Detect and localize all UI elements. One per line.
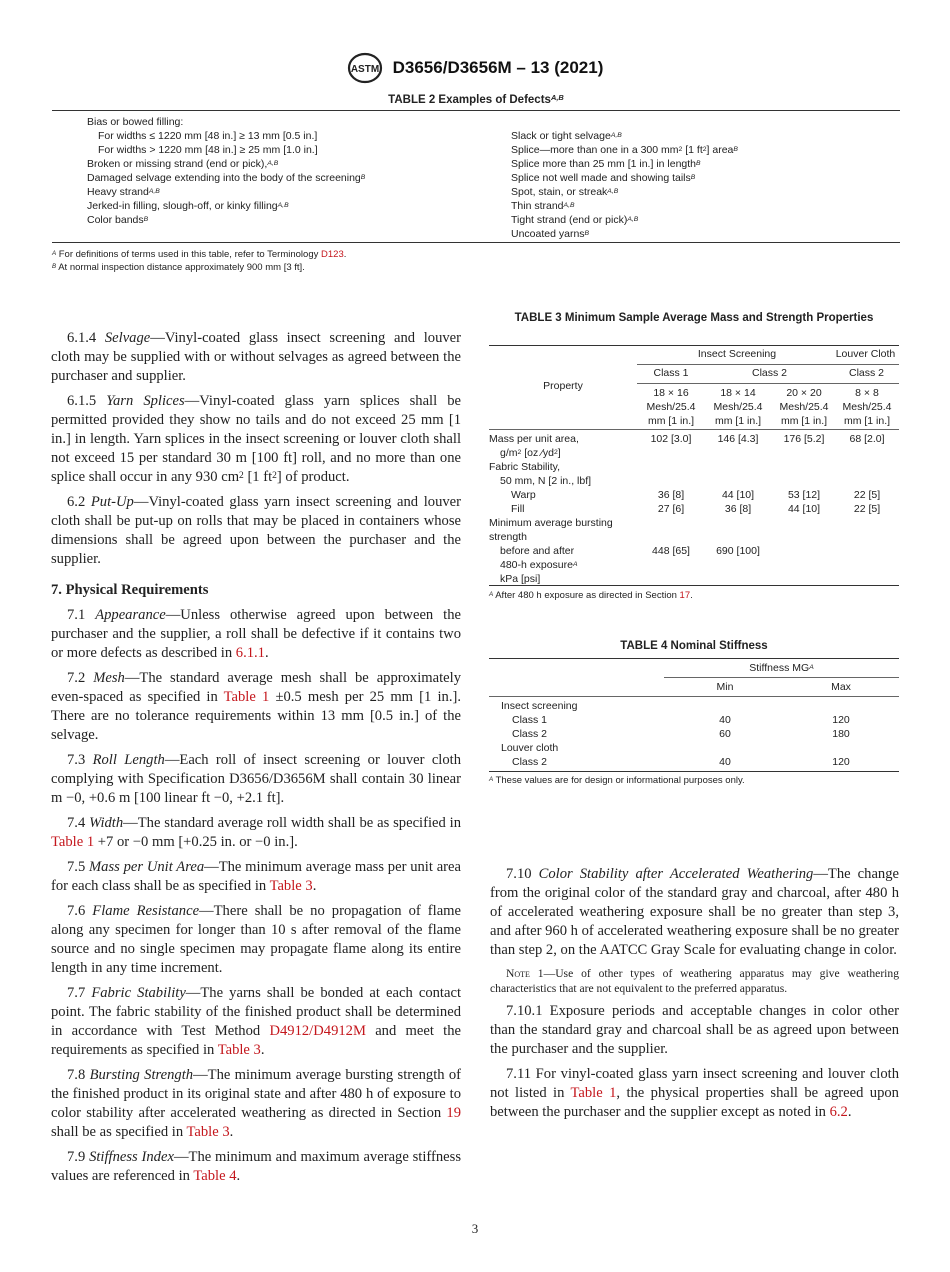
table-cell: 60 (719, 728, 731, 740)
paragraph-6-1-5: 6.1.5 Yarn Splices—Vinyl-coated glass yarn splices shall be permitted provided they show no tails and do not exceed 25 mm [1 in.] in length. Yarn splices in the insect screening or louver cloth shall not exceed 15 per standard 30 m [100 ft] roll, and no more than one splice shall occur in any 930 $cm^2$ [1 $ft^2$] of product. (51, 393, 461, 485)
link-section-19[interactable]: 19 (446, 1105, 461, 1121)
table2-right-column (511, 129, 738, 241)
table4-rule (489, 696, 899, 697)
paragraph-7-7: 7.7 Fabric Stability—The yarns shall be bonded at each contact point. The fabric stability of the finished product shall be determined in accordance with Test Method D4912/D4912M and meet the requirements as specified in Table 3. (51, 985, 461, 1058)
property-label: strength (489, 531, 527, 543)
link-table-1[interactable]: Table 1 (51, 834, 95, 850)
defect-item: Damaged selvage extending into the body of the screening$^B$ (87, 172, 366, 184)
property-label: $g/m^2$ [oz $⁄yd^2$] (500, 447, 561, 459)
defect-item: Splice more than 25 mm [1 in.] in length$^B$ (511, 158, 701, 170)
paragraph-7-3: 7.3 Roll Length—Each roll of insect screening or louver cloth complying with Specification D3656/D3656M shall contain 30 linear m −0, +0.6 m [100 linear ft −0, +2.1 ft]. (51, 752, 461, 806)
table3-class-header: Class 1 (653, 367, 689, 379)
table4-top-rule (489, 658, 899, 659)
table3-mesh-header: 18 × 16 Mesh/25.4 mm [1 in.] (646, 387, 696, 427)
property-label: Fill (511, 503, 525, 515)
paragraph-7-6: 7.6 Flame Resistance—There shall be no propagation of flame along any specimen for longer than 10 s after removal of the flame source and no single specimen may propagate flame along its entire length in any time increment. (51, 903, 461, 976)
table-cell: 68 [2.0] (849, 433, 885, 445)
link-table-1[interactable]: Table 1 (570, 1085, 617, 1101)
paragraph-7-9: 7.9 Stiffness Index—The minimum and maximum average stiffness values are referenced in Table 4. (51, 1149, 462, 1184)
defect-item: Bias or bowed filling: (87, 116, 184, 128)
table-cell: 27 [6] (657, 503, 685, 515)
link-6-1-1[interactable]: 6.1.1 (235, 645, 265, 661)
table-cell: 40 (719, 714, 731, 726)
table-cell: 690 [100] (716, 545, 760, 557)
table4-min-column (700, 699, 750, 769)
astm-logo-icon (347, 52, 383, 84)
table3-louver-header: Louver Cloth (835, 348, 896, 360)
table3-col-class1 (640, 432, 702, 558)
table4-bottom-rule (489, 771, 899, 772)
link-table-3[interactable]: Table 3 (217, 1042, 261, 1058)
table3-mesh-header: 18 × 14 Mesh/25.4 mm [1 in.] (713, 387, 763, 427)
table-cell: 102 [3.0] (650, 433, 692, 445)
property-label: kPa [psi] (500, 573, 541, 585)
paragraph-7-1: 7.1 Appearance—Unless otherwise agreed upon between the purchaser and the supplier, a roll shall be defective if it contains two or more defects as described in 6.1.1. (51, 607, 461, 661)
defect-item: For widths > 1220 mm [48 in.] ≥ 25 mm [1.0 in.] (98, 144, 318, 156)
property-label: Warp (511, 489, 536, 501)
table2-footnotes (52, 248, 346, 274)
property-label: 50 mm, N [2 in., lbf] (500, 475, 592, 487)
table3-col-class2b (773, 432, 835, 516)
table-cell: 120 (832, 714, 850, 726)
paragraph-7-8: 7.8 Bursting Strength—The minimum average bursting strength of the finished product in its original state and after 480 h of exposure to color stability after accelerated weathering as directed in Section 19 shall be as specified in Table 3. (51, 1067, 462, 1140)
svg-text:ASTM: ASTM (350, 64, 379, 75)
table-cell: 44 [10] (721, 489, 755, 501)
table-row-label: Insect screening (501, 700, 578, 712)
table4-caption: TABLE 4 Nominal Stiffness (620, 640, 768, 652)
property-label: Fabric Stability, (489, 461, 560, 473)
property-label: 480-h exposure$^A$ (500, 559, 578, 571)
paragraph-6-2: 6.2 Put-Up—Vinyl-coated glass yarn insect screening and louver cloth shall be put-up on rolls that may be placed in containers whose dimensions shall be agreed upon between the purchaser and the supplier. (51, 494, 461, 567)
table-cell: 120 (832, 756, 850, 768)
table4-max-header: Max (831, 681, 851, 693)
link-d4912[interactable]: D4912/D4912M (269, 1023, 366, 1039)
table3-footnote: $^A$ After 480 h exposure as directed in Section 17. (489, 590, 693, 601)
table-row-label: Class 1 (512, 714, 548, 726)
table3-insect-header: Insect Screening (697, 348, 777, 360)
paragraph-7-10: 7.10 Color Stability after Accelerated Weathering—The change from the original color of the standard gray and charcoal, after 480 h of accelerated weathering exposure shall be no greater than step 3, and after 960 h of accelerated weathering exposure shall be no greater than step 2, on the AATCC Gray Scale for evaluating change in color. (490, 866, 900, 958)
link-table-4[interactable]: Table 4 (193, 1168, 237, 1184)
table3-property-header: Property (543, 380, 583, 392)
footnote-b: $^B$ At normal inspection distance approximately 900 mm [3 ft]. (52, 262, 305, 273)
table3-caption: TABLE 3 Minimum Sample Average Mass and Strength Properties (514, 312, 874, 324)
note-1: Note 1—Use of other types of weathering apparatus may give weathering characteristics that are not equivalent to the preferred apparatus. (490, 967, 899, 995)
paragraph-7-11: 7.11 For vinyl-coated glass yarn insect screening and louver cloth not listed in Table 1, the physical properties shall be agreed upon between the purchaser and the supplier except as noted in 6.2. (490, 1066, 899, 1120)
defect-item: Spot, stain, or streak$^{A,B}$ (511, 186, 619, 198)
property-label: Minimum average bursting (489, 517, 613, 529)
table4-footnote: $^A$ These values are for design or informational purposes only. (489, 775, 745, 786)
paragraph-7-5: 7.5 Mass per Unit Area—The minimum average mass per unit area for each class shall be as specified in Table 3. (51, 859, 461, 894)
link-d123[interactable]: D123 (321, 249, 344, 260)
footnote-a: $^A$ For definitions of terms used in this table, refer to Terminology D123. (52, 249, 347, 260)
defect-item: Splice not well made and showing tails$^B$ (511, 172, 696, 184)
link-table-3[interactable]: Table 3 (269, 878, 313, 894)
defect-item: For widths ≤ 1220 mm [48 in.] ≥ 13 mm [0.5 in.] (98, 130, 318, 142)
paragraph-7-10-1: 7.10.1 Exposure periods and acceptable changes in color other than the standard gray and charcoal shall be as agreed upon between the purchaser and the supplier. (490, 1003, 899, 1057)
table-cell: 176 [5.2] (783, 433, 825, 445)
defect-item: Splice—more than one in a 300 $mm^2$ [1 $ft^2$] area$^B$ (511, 144, 738, 156)
property-label: before and after (500, 545, 575, 557)
table-row-label: Class 2 (512, 728, 548, 740)
table3-col-louver (836, 432, 898, 516)
table-cell: 180 (832, 728, 850, 740)
defect-item: Uncoated yarns$^B$ (511, 228, 590, 240)
link-table-3[interactable]: Table 3 (186, 1124, 230, 1140)
table3-rule (489, 429, 899, 430)
table4-group-header: Stiffness $MG^A$ (749, 662, 814, 674)
table2-top-rule (52, 110, 900, 111)
table3-class-header: Class 2 (848, 367, 884, 379)
defect-item: Tight strand (end or pick)$^{A,B}$ (511, 214, 639, 226)
paragraph-7-2: 7.2 Mesh—The standard average mesh shall be approximately even-spaced as specified in Table 1 ±0.5 mesh per 25 mm [1 in.]. There are no tolerance requirements within 13 mm [0.5 in.] of the selvage. (51, 670, 461, 743)
table3-property-labels (489, 432, 613, 586)
table2-caption: TABLE 2 Examples of Defects$^{A,B}$ (388, 93, 564, 106)
table3-top-rule (489, 345, 899, 346)
defect-item: Slack or tight selvage$^{A,B}$ (511, 130, 622, 142)
table4-rule (664, 677, 899, 678)
table4-min-header: Min (716, 681, 734, 693)
table4-row-labels (501, 699, 577, 769)
page-header (0, 52, 950, 84)
property-label: Mass per unit area, (489, 433, 579, 445)
defect-item: Broken or missing strand (end or pick),$^{A,B}$ (87, 158, 279, 170)
section-7-heading: 7. Physical Requirements (51, 582, 209, 598)
table2-bottom-rule (52, 242, 900, 243)
table3-class-header: Class 2 (751, 367, 787, 379)
table3-col-class2a (707, 432, 769, 558)
table-row-label: Class 2 (512, 756, 548, 768)
table3-mesh-header: 8 × 8 Mesh/25.4 mm [1 in.] (842, 387, 892, 427)
table4-max-column (816, 699, 866, 769)
table-cell: 22 [5] (853, 503, 881, 515)
table-cell: 53 [12] (787, 489, 821, 501)
table-cell: 36 [8] (724, 503, 752, 515)
page-number: 3 (471, 1221, 479, 1236)
table-cell: 22 [5] (853, 489, 881, 501)
document-id: D3656/D3656M – 13 (2021) (392, 58, 604, 77)
link-6-2[interactable]: 6.2 (829, 1104, 848, 1120)
table3-mesh-header: 20 × 20 Mesh/25.4 mm [1 in.] (779, 387, 829, 427)
table3-bottom-rule (489, 585, 899, 586)
table-cell: 146 [4.3] (717, 433, 759, 445)
table2-left-column (87, 115, 365, 227)
paragraph-7-4: 7.4 Width—The standard average roll width shall be as specified in Table 1 +7 or −0 mm [+0.25 in. or −0 in.]. (51, 815, 462, 850)
table-row-label: Louver cloth (501, 742, 559, 754)
table-cell: 40 (719, 756, 731, 768)
table-cell: 448 [65] (652, 545, 690, 557)
right-text-column (490, 865, 899, 1122)
link-table-1[interactable]: Table 1 (223, 689, 270, 705)
table3-rule (637, 364, 899, 365)
defect-item: Color bands$^B$ (87, 214, 149, 226)
table-cell: 36 [8] (657, 489, 685, 501)
table3-rule (637, 383, 899, 384)
defect-item: Jerked-in filling, slough-off, or kinky filling$^{A,B}$ (87, 200, 289, 212)
defect-item: Heavy strand$^{A,B}$ (87, 186, 160, 198)
defect-item: Thin strand$^{A,B}$ (511, 200, 575, 212)
left-text-column (51, 329, 461, 1186)
paragraph-6-1-4: 6.1.4 Selvage—Vinyl-coated glass insect screening and louver cloth may be supplied with or without selvages as agreed between the purchaser and supplier. (51, 330, 461, 384)
link-section-17[interactable]: 17 (679, 590, 691, 601)
table-cell: 44 [10] (787, 503, 821, 515)
